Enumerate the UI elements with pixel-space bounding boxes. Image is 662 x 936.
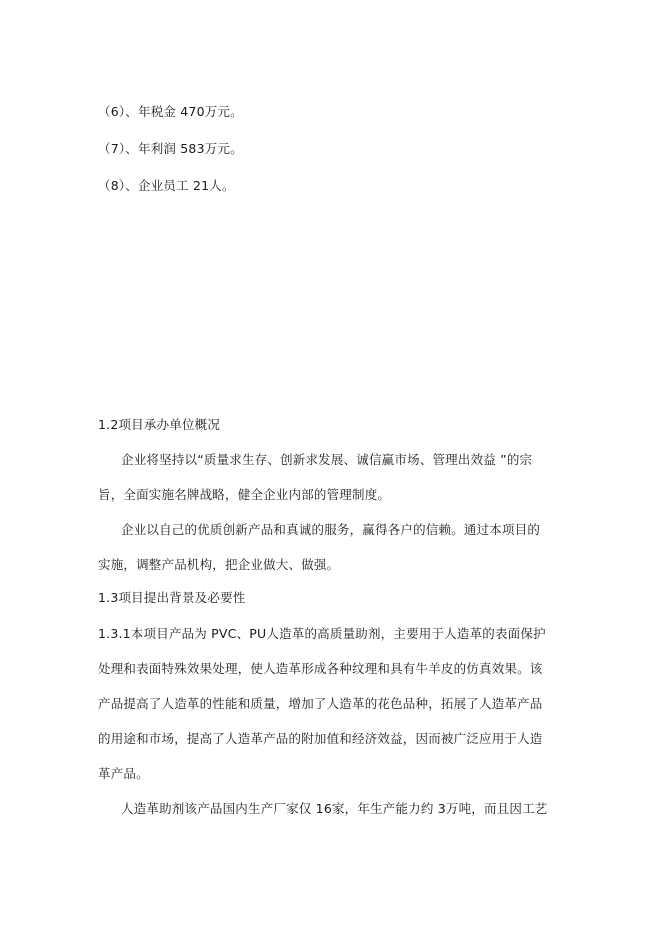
section-1-3-heading: 1.3项目提出背景及必要性 [98,590,246,605]
section-1-2-heading: 1.2项目承办单位概况 [98,417,221,432]
list-item-staff: （8）、企业员工 21人。 [98,178,235,193]
section-1-3-para1-line5: 革产品。 [98,766,149,781]
section-1-3-para1-line2: 处理和表面特殊效果处理，使人造革形成各种纹理和具有牛羊皮的仿真效果。该 [98,661,543,676]
section-1-2-para2-line1: 企业以自己的优质创新产品和真诚的服务，赢得各户的信赖。通过本项目的 [121,522,541,537]
section-1-2-para1-line1: 企业将坚持以“质量求生存、创新求发展、诚信赢市场、管理出效益 ”的宗 [121,452,533,467]
section-1-3-para1-line4: 的用途和市场，提高了人造革产品的附加值和经济效益，因而被广泛应用于人造 [98,731,543,746]
section-1-2-para1-line2: 旨，全面实施名牌战略，健全企业内部的管理制度。 [98,487,391,502]
list-item-profit: （7）、年利润 583万元。 [98,141,243,156]
section-1-3-para1-line3: 产品提高了人造革的性能和质量，增加了人造革的花色品种，拓展了人造革产品 [98,696,543,711]
section-1-3-para2-line1: 人造革助剂该产品国内生产厂家仅 16家，年生产能力约 3万吨，而且因工艺 [121,801,548,816]
section-1-3-para1-line1: 1.3.1本项目产品为 PVC、PU人造革的高质量助剂，主要用于人造革的表面保护 [98,626,546,641]
section-1-2-para2-line2: 实施，调整产品机构，把企业做大、做强。 [98,557,340,572]
list-item-tax: （6）、年税金 470万元。 [98,104,243,119]
